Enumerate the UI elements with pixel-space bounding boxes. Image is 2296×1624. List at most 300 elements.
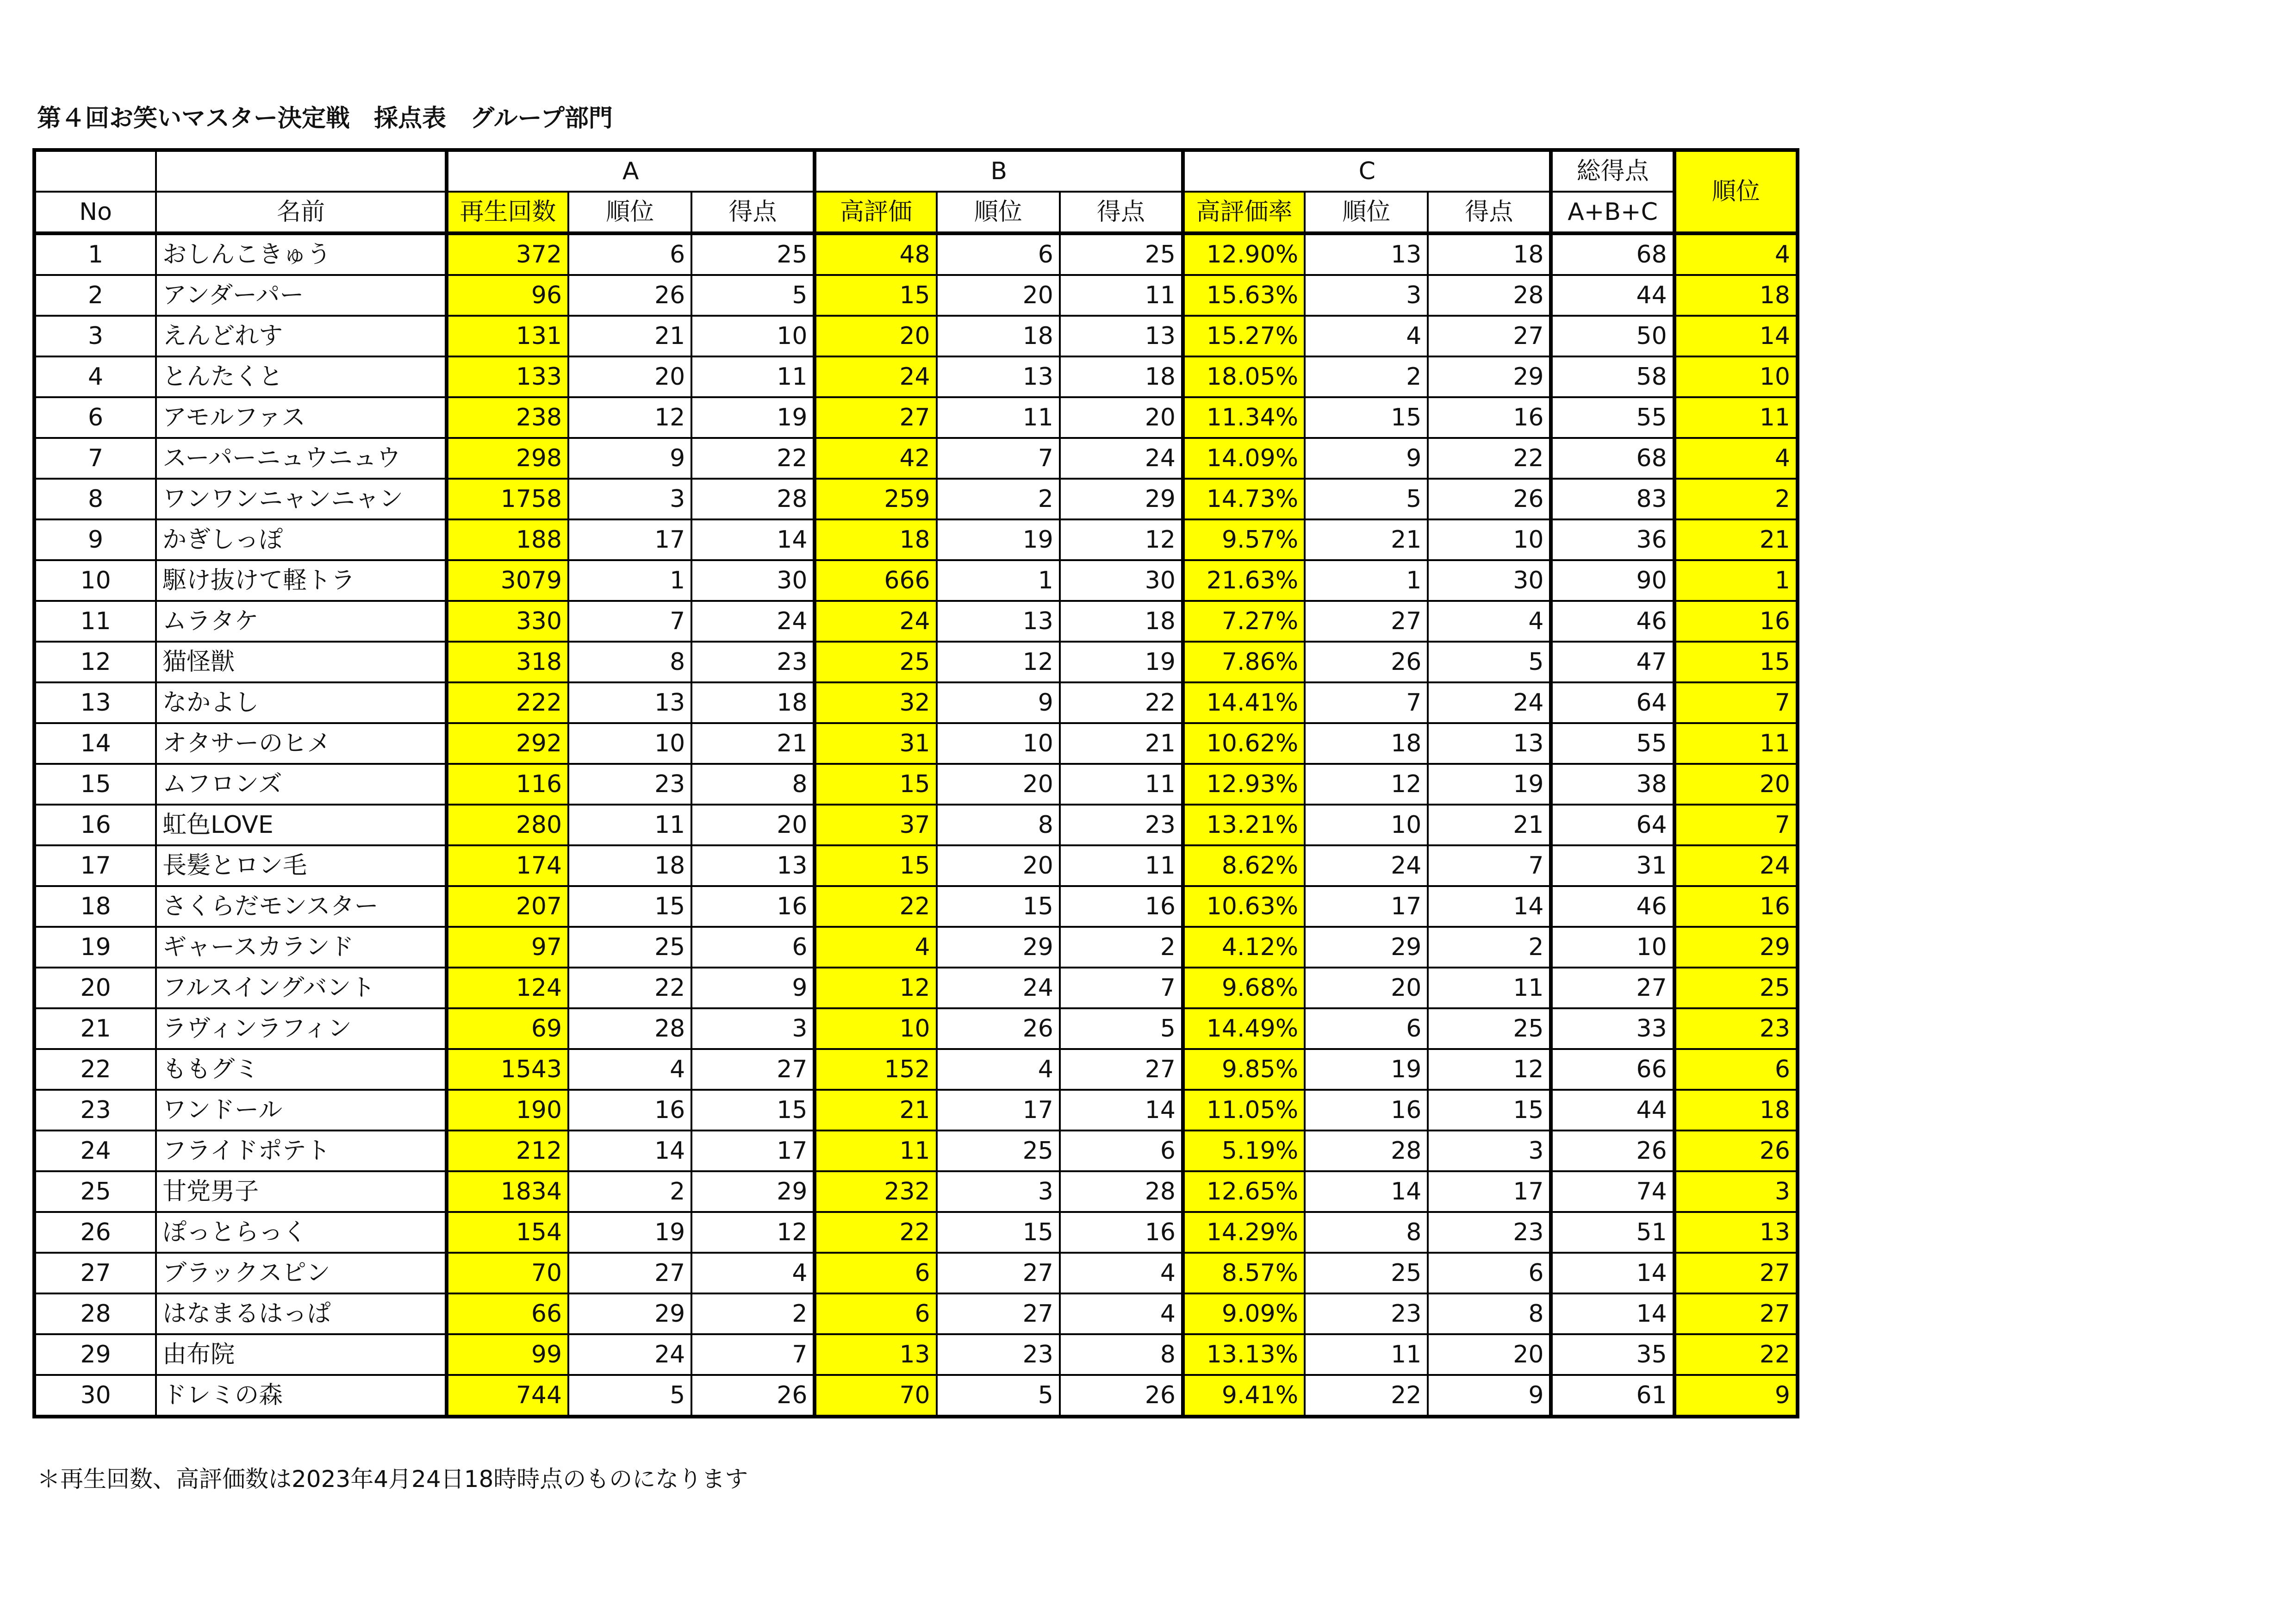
cell-a-score: 23: [691, 642, 815, 682]
table-row: [34, 316, 1798, 356]
cell-b-likes: 10: [815, 1008, 936, 1049]
cell-b-score: 30: [1060, 560, 1183, 601]
cell-b-likes: 25: [815, 642, 936, 682]
cell-c-rate: 9.57%: [1183, 519, 1305, 560]
cell-total: 36: [1551, 519, 1674, 560]
cell-rank: 21: [1674, 519, 1798, 560]
cell-b-rank: 29: [937, 927, 1060, 968]
cell-a-score: 18: [691, 682, 815, 723]
cell-b-likes: 20: [815, 316, 936, 356]
cell-name: ワンドール: [156, 1090, 447, 1131]
cell-c-score: 18: [1428, 233, 1551, 275]
cell-b-likes: 13: [815, 1334, 936, 1375]
cell-no: 24: [34, 1131, 156, 1171]
cell-rank: 3: [1674, 1171, 1798, 1212]
cell-b-rank: 23: [937, 1334, 1060, 1375]
table-row: [34, 275, 1798, 316]
cell-a-plays: 222: [447, 682, 568, 723]
cell-rank: 18: [1674, 275, 1798, 316]
cell-c-rank: 25: [1305, 1253, 1428, 1293]
cell-b-rank: 12: [937, 642, 1060, 682]
cell-b-score: 20: [1060, 397, 1183, 438]
cell-c-rate: 14.41%: [1183, 682, 1305, 723]
table-row: [34, 479, 1798, 519]
cell-b-score: 24: [1060, 438, 1183, 479]
cell-b-likes: 152: [815, 1049, 936, 1090]
cell-a-plays: 96: [447, 275, 568, 316]
cell-total: 64: [1551, 805, 1674, 845]
cell-b-rank: 25: [937, 1131, 1060, 1171]
cell-a-rank: 12: [568, 397, 691, 438]
cell-a-plays: 372: [447, 233, 568, 275]
header-b-likes: 高評価: [815, 192, 936, 233]
cell-a-rank: 10: [568, 723, 691, 764]
cell-rank: 4: [1674, 233, 1798, 275]
cell-c-score: 5: [1428, 642, 1551, 682]
cell-b-likes: 259: [815, 479, 936, 519]
cell-a-score: 20: [691, 805, 815, 845]
cell-c-rank: 22: [1305, 1375, 1428, 1417]
table-row: [34, 805, 1798, 845]
cell-b-rank: 27: [937, 1253, 1060, 1293]
cell-total: 26: [1551, 1131, 1674, 1171]
cell-a-rank: 25: [568, 927, 691, 968]
header-b-score: 得点: [1060, 192, 1183, 233]
cell-c-score: 21: [1428, 805, 1551, 845]
cell-c-rate: 14.29%: [1183, 1212, 1305, 1253]
cell-a-rank: 22: [568, 968, 691, 1008]
table-row: [34, 560, 1798, 601]
cell-b-rank: 13: [937, 356, 1060, 397]
cell-c-score: 14: [1428, 886, 1551, 927]
cell-b-rank: 6: [937, 233, 1060, 275]
cell-c-rate: 9.09%: [1183, 1293, 1305, 1334]
cell-b-score: 6: [1060, 1131, 1183, 1171]
cell-b-score: 25: [1060, 233, 1183, 275]
cell-c-rate: 7.27%: [1183, 601, 1305, 642]
cell-a-plays: 154: [447, 1212, 568, 1253]
cell-name: ももグミ: [156, 1049, 447, 1090]
table-row: [34, 438, 1798, 479]
cell-c-rank: 2: [1305, 356, 1428, 397]
cell-b-rank: 20: [937, 275, 1060, 316]
cell-c-score: 12: [1428, 1049, 1551, 1090]
cell-a-plays: 280: [447, 805, 568, 845]
cell-c-score: 8: [1428, 1293, 1551, 1334]
cell-b-score: 27: [1060, 1049, 1183, 1090]
cell-no: 11: [34, 601, 156, 642]
cell-c-rank: 27: [1305, 601, 1428, 642]
cell-b-rank: 19: [937, 519, 1060, 560]
cell-a-score: 26: [691, 1375, 815, 1417]
cell-a-plays: 318: [447, 642, 568, 682]
cell-b-likes: 27: [815, 397, 936, 438]
cell-c-rate: 12.90%: [1183, 233, 1305, 275]
cell-b-likes: 21: [815, 1090, 936, 1131]
cell-b-score: 28: [1060, 1171, 1183, 1212]
header-c-rank: 順位: [1305, 192, 1428, 233]
cell-name: ドレミの森: [156, 1375, 447, 1417]
table-row: [34, 642, 1798, 682]
cell-name: アンダーパー: [156, 275, 447, 316]
cell-b-rank: 27: [937, 1293, 1060, 1334]
cell-no: 6: [34, 397, 156, 438]
cell-c-score: 30: [1428, 560, 1551, 601]
table-row: [34, 723, 1798, 764]
header-total-line1: 総得点: [1551, 150, 1674, 192]
cell-total: 38: [1551, 764, 1674, 805]
cell-b-likes: 24: [815, 356, 936, 397]
cell-c-rank: 23: [1305, 1293, 1428, 1334]
cell-total: 46: [1551, 886, 1674, 927]
cell-a-plays: 1758: [447, 479, 568, 519]
cell-no: 7: [34, 438, 156, 479]
cell-a-plays: 330: [447, 601, 568, 642]
cell-total: 14: [1551, 1293, 1674, 1334]
cell-a-rank: 9: [568, 438, 691, 479]
cell-a-plays: 133: [447, 356, 568, 397]
cell-c-rank: 14: [1305, 1171, 1428, 1212]
table-row: [34, 1334, 1798, 1375]
cell-a-rank: 4: [568, 1049, 691, 1090]
cell-a-score: 30: [691, 560, 815, 601]
cell-no: 29: [34, 1334, 156, 1375]
table-row: [34, 601, 1798, 642]
cell-name: ぽっとらっく: [156, 1212, 447, 1253]
cell-total: 46: [1551, 601, 1674, 642]
cell-b-rank: 20: [937, 764, 1060, 805]
cell-a-rank: 11: [568, 805, 691, 845]
cell-b-likes: 6: [815, 1293, 936, 1334]
header-group-row: [34, 150, 1798, 192]
cell-b-score: 18: [1060, 601, 1183, 642]
cell-no: 1: [34, 233, 156, 275]
cell-no: 19: [34, 927, 156, 968]
cell-a-rank: 16: [568, 1090, 691, 1131]
cell-name: なかよし: [156, 682, 447, 723]
cell-b-likes: 70: [815, 1375, 936, 1417]
cell-c-rate: 10.63%: [1183, 886, 1305, 927]
cell-a-plays: 207: [447, 886, 568, 927]
cell-c-rate: 13.13%: [1183, 1334, 1305, 1375]
cell-b-rank: 26: [937, 1008, 1060, 1049]
cell-total: 31: [1551, 845, 1674, 886]
cell-c-score: 20: [1428, 1334, 1551, 1375]
cell-a-plays: 298: [447, 438, 568, 479]
cell-a-score: 29: [691, 1171, 815, 1212]
cell-no: 26: [34, 1212, 156, 1253]
header-no: No: [34, 192, 156, 233]
cell-no: 23: [34, 1090, 156, 1131]
page-title: 第４回お笑いマスター決定戦 採点表 グループ部門: [37, 105, 613, 132]
cell-c-rank: 24: [1305, 845, 1428, 886]
cell-c-rate: 9.41%: [1183, 1375, 1305, 1417]
cell-c-score: 16: [1428, 397, 1551, 438]
cell-b-rank: 18: [937, 316, 1060, 356]
cell-c-rank: 17: [1305, 886, 1428, 927]
table-row: [34, 1293, 1798, 1334]
cell-name: おしんこきゅう: [156, 233, 447, 275]
cell-name: 駆け抜けて軽トラ: [156, 560, 447, 601]
cell-c-score: 15: [1428, 1090, 1551, 1131]
header-a-score: 得点: [691, 192, 815, 233]
table-row: [34, 886, 1798, 927]
table-row: [34, 1008, 1798, 1049]
cell-no: 20: [34, 968, 156, 1008]
cell-b-score: 11: [1060, 275, 1183, 316]
cell-name: スーパーニュウニュウ: [156, 438, 447, 479]
cell-a-rank: 18: [568, 845, 691, 886]
table-row: [34, 682, 1798, 723]
cell-c-rate: 10.62%: [1183, 723, 1305, 764]
cell-a-plays: 124: [447, 968, 568, 1008]
cell-b-rank: 4: [937, 1049, 1060, 1090]
cell-b-likes: 4: [815, 927, 936, 968]
cell-b-rank: 8: [937, 805, 1060, 845]
cell-c-rate: 15.27%: [1183, 316, 1305, 356]
cell-name: フルスイングバント: [156, 968, 447, 1008]
cell-b-likes: 37: [815, 805, 936, 845]
cell-c-score: 10: [1428, 519, 1551, 560]
cell-a-score: 21: [691, 723, 815, 764]
cell-total: 14: [1551, 1253, 1674, 1293]
header-group-b: B: [815, 150, 1183, 192]
cell-a-score: 17: [691, 1131, 815, 1171]
cell-b-score: 16: [1060, 886, 1183, 927]
cell-c-rate: 11.05%: [1183, 1090, 1305, 1131]
table-row: [34, 519, 1798, 560]
cell-b-score: 12: [1060, 519, 1183, 560]
cell-a-rank: 19: [568, 1212, 691, 1253]
cell-b-score: 4: [1060, 1293, 1183, 1334]
cell-c-rank: 11: [1305, 1334, 1428, 1375]
cell-a-score: 7: [691, 1334, 815, 1375]
cell-c-rank: 8: [1305, 1212, 1428, 1253]
cell-b-score: 4: [1060, 1253, 1183, 1293]
cell-b-rank: 13: [937, 601, 1060, 642]
cell-no: 25: [34, 1171, 156, 1212]
cell-a-plays: 3079: [447, 560, 568, 601]
cell-a-rank: 6: [568, 233, 691, 275]
cell-b-likes: 22: [815, 1212, 936, 1253]
cell-name: オタサーのヒメ: [156, 723, 447, 764]
cell-total: 35: [1551, 1334, 1674, 1375]
cell-rank: 23: [1674, 1008, 1798, 1049]
cell-c-score: 25: [1428, 1008, 1551, 1049]
cell-name: ムラタケ: [156, 601, 447, 642]
table-body: [34, 233, 1798, 1417]
cell-b-likes: 666: [815, 560, 936, 601]
cell-no: 13: [34, 682, 156, 723]
table-row: [34, 1171, 1798, 1212]
cell-rank: 6: [1674, 1049, 1798, 1090]
cell-c-rate: 12.93%: [1183, 764, 1305, 805]
cell-total: 44: [1551, 275, 1674, 316]
cell-c-rank: 6: [1305, 1008, 1428, 1049]
cell-name: 甘党男子: [156, 1171, 447, 1212]
cell-rank: 14: [1674, 316, 1798, 356]
cell-c-rate: 4.12%: [1183, 927, 1305, 968]
cell-name: かぎしっぽ: [156, 519, 447, 560]
cell-b-likes: 15: [815, 764, 936, 805]
cell-a-score: 25: [691, 233, 815, 275]
cell-a-rank: 27: [568, 1253, 691, 1293]
cell-name: さくらだモンスター: [156, 886, 447, 927]
cell-total: 58: [1551, 356, 1674, 397]
cell-c-rank: 19: [1305, 1049, 1428, 1090]
cell-c-rate: 14.09%: [1183, 438, 1305, 479]
cell-a-plays: 174: [447, 845, 568, 886]
cell-b-score: 18: [1060, 356, 1183, 397]
cell-c-rank: 9: [1305, 438, 1428, 479]
cell-a-plays: 97: [447, 927, 568, 968]
cell-a-rank: 14: [568, 1131, 691, 1171]
cell-total: 64: [1551, 682, 1674, 723]
cell-a-plays: 238: [447, 397, 568, 438]
cell-b-likes: 24: [815, 601, 936, 642]
table-row: [34, 1212, 1798, 1253]
cell-a-rank: 23: [568, 764, 691, 805]
cell-total: 10: [1551, 927, 1674, 968]
cell-a-score: 12: [691, 1212, 815, 1253]
cell-b-rank: 2: [937, 479, 1060, 519]
cell-a-rank: 7: [568, 601, 691, 642]
cell-b-rank: 17: [937, 1090, 1060, 1131]
header-rank-overall: 順位: [1674, 150, 1798, 233]
table-row: [34, 1375, 1798, 1417]
cell-rank: 25: [1674, 968, 1798, 1008]
cell-a-plays: 744: [447, 1375, 568, 1417]
cell-rank: 20: [1674, 764, 1798, 805]
cell-c-rank: 20: [1305, 968, 1428, 1008]
cell-c-rank: 28: [1305, 1131, 1428, 1171]
cell-total: 55: [1551, 397, 1674, 438]
cell-name: アモルファス: [156, 397, 447, 438]
header-blank-no: [34, 150, 156, 192]
cell-no: 28: [34, 1293, 156, 1334]
cell-total: 27: [1551, 968, 1674, 1008]
cell-no: 2: [34, 275, 156, 316]
cell-rank: 1: [1674, 560, 1798, 601]
cell-c-score: 27: [1428, 316, 1551, 356]
cell-name: ブラックスピン: [156, 1253, 447, 1293]
cell-c-score: 17: [1428, 1171, 1551, 1212]
cell-a-score: 10: [691, 316, 815, 356]
cell-rank: 4: [1674, 438, 1798, 479]
cell-name: えんどれす: [156, 316, 447, 356]
cell-rank: 9: [1674, 1375, 1798, 1417]
cell-a-score: 11: [691, 356, 815, 397]
table-row: [34, 968, 1798, 1008]
cell-b-rank: 10: [937, 723, 1060, 764]
cell-a-rank: 20: [568, 356, 691, 397]
table-row: [34, 764, 1798, 805]
cell-rank: 13: [1674, 1212, 1798, 1253]
cell-c-score: 3: [1428, 1131, 1551, 1171]
cell-rank: 2: [1674, 479, 1798, 519]
cell-b-likes: 31: [815, 723, 936, 764]
table-row: [34, 233, 1798, 275]
cell-b-likes: 15: [815, 845, 936, 886]
cell-c-rank: 3: [1305, 275, 1428, 316]
cell-b-likes: 15: [815, 275, 936, 316]
cell-a-score: 16: [691, 886, 815, 927]
cell-c-score: 19: [1428, 764, 1551, 805]
cell-a-score: 3: [691, 1008, 815, 1049]
cell-a-score: 14: [691, 519, 815, 560]
header-group-c: C: [1183, 150, 1551, 192]
cell-c-score: 4: [1428, 601, 1551, 642]
cell-a-score: 19: [691, 397, 815, 438]
cell-a-score: 15: [691, 1090, 815, 1131]
table-row: [34, 927, 1798, 968]
cell-b-rank: 15: [937, 1212, 1060, 1253]
cell-name: ギャースカランド: [156, 927, 447, 968]
cell-c-rate: 21.63%: [1183, 560, 1305, 601]
cell-c-rank: 5: [1305, 479, 1428, 519]
cell-c-score: 22: [1428, 438, 1551, 479]
cell-c-rate: 14.73%: [1183, 479, 1305, 519]
footnote: ＊再生回数、高評価数は2023年4月24日18時時点のものになります: [37, 1466, 748, 1493]
cell-c-rate: 12.65%: [1183, 1171, 1305, 1212]
cell-no: 17: [34, 845, 156, 886]
cell-no: 27: [34, 1253, 156, 1293]
cell-a-score: 9: [691, 968, 815, 1008]
cell-name: ムフロンズ: [156, 764, 447, 805]
cell-name: 長髪とロン毛: [156, 845, 447, 886]
cell-total: 83: [1551, 479, 1674, 519]
score-table: [32, 148, 1799, 1418]
cell-rank: 7: [1674, 805, 1798, 845]
header-name: 名前: [156, 192, 447, 233]
cell-b-likes: 12: [815, 968, 936, 1008]
cell-a-score: 28: [691, 479, 815, 519]
cell-a-plays: 1834: [447, 1171, 568, 1212]
cell-a-plays: 69: [447, 1008, 568, 1049]
cell-c-rate: 5.19%: [1183, 1131, 1305, 1171]
cell-a-score: 24: [691, 601, 815, 642]
cell-c-rate: 8.57%: [1183, 1253, 1305, 1293]
cell-a-score: 5: [691, 275, 815, 316]
cell-a-rank: 13: [568, 682, 691, 723]
cell-a-plays: 99: [447, 1334, 568, 1375]
cell-a-rank: 26: [568, 275, 691, 316]
cell-b-score: 21: [1060, 723, 1183, 764]
cell-total: 68: [1551, 233, 1674, 275]
cell-c-score: 2: [1428, 927, 1551, 968]
cell-c-score: 13: [1428, 723, 1551, 764]
cell-c-rate: 15.63%: [1183, 275, 1305, 316]
cell-a-rank: 21: [568, 316, 691, 356]
cell-total: 55: [1551, 723, 1674, 764]
cell-no: 18: [34, 886, 156, 927]
cell-c-score: 11: [1428, 968, 1551, 1008]
cell-no: 22: [34, 1049, 156, 1090]
cell-a-plays: 116: [447, 764, 568, 805]
cell-rank: 24: [1674, 845, 1798, 886]
cell-c-rank: 10: [1305, 805, 1428, 845]
cell-b-score: 22: [1060, 682, 1183, 723]
cell-b-likes: 42: [815, 438, 936, 479]
cell-b-score: 5: [1060, 1008, 1183, 1049]
cell-no: 15: [34, 764, 156, 805]
cell-rank: 11: [1674, 397, 1798, 438]
cell-b-likes: 32: [815, 682, 936, 723]
cell-no: 30: [34, 1375, 156, 1417]
cell-a-rank: 15: [568, 886, 691, 927]
cell-c-score: 6: [1428, 1253, 1551, 1293]
header-a-plays: 再生回数: [447, 192, 568, 233]
